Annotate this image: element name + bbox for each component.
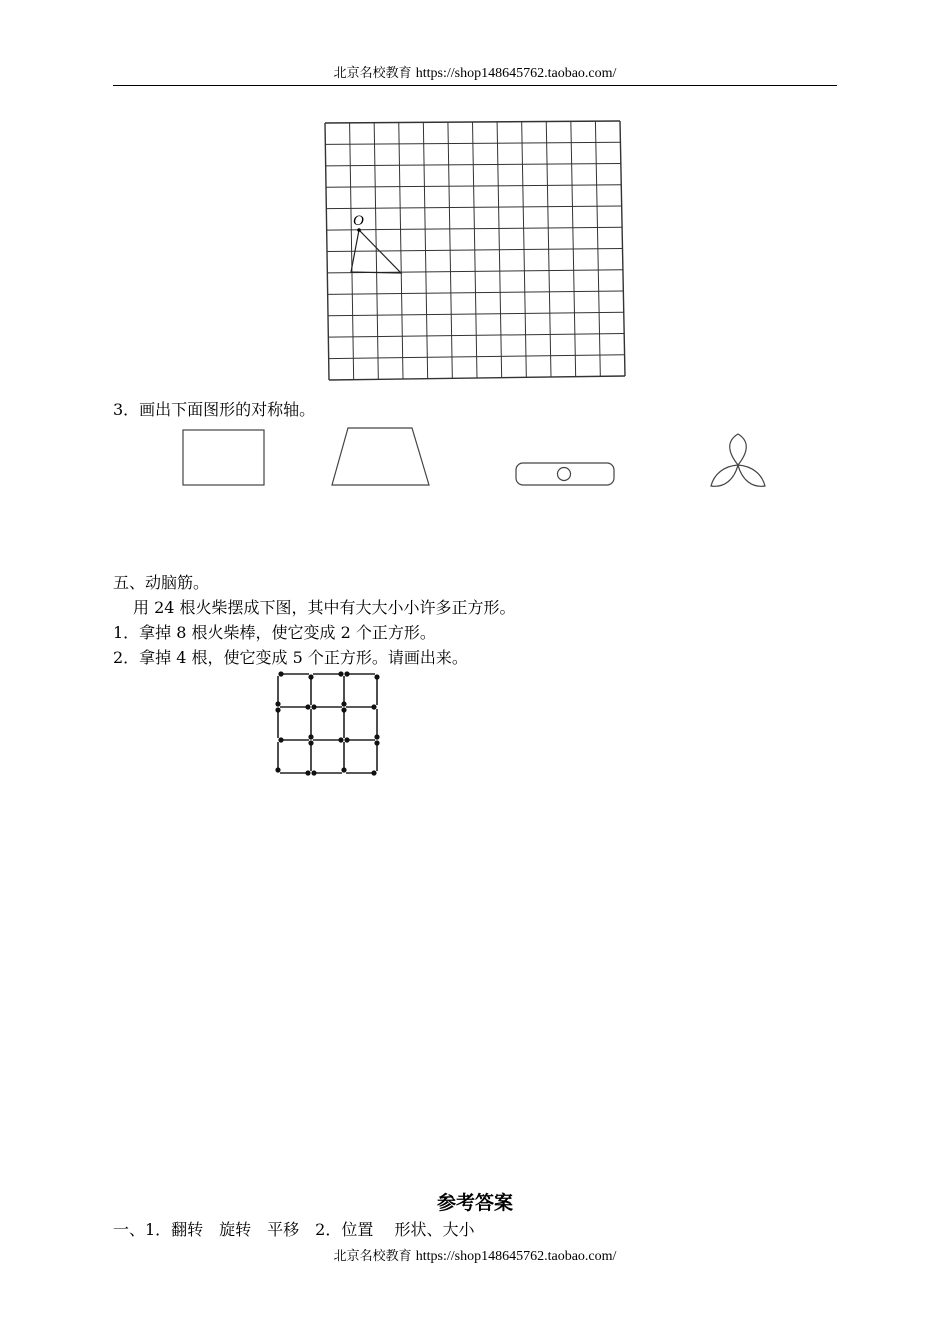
matchsticks [275, 671, 379, 775]
footer-url: https://shop148645762.taobao.com/ [415, 1249, 617, 1264]
shape-rectangle [180, 427, 268, 489]
matchstick-grid [268, 666, 388, 784]
section5-title: 五、动脑筋。 [113, 573, 210, 592]
point-o-label: O [353, 213, 364, 229]
page-footer [0, 1249, 950, 1265]
header-school: 北京名校教育 [333, 66, 412, 81]
grid-figure [320, 118, 630, 384]
grid-lines [325, 121, 625, 380]
shape-trapezoid [328, 420, 434, 490]
header-rule [113, 85, 837, 86]
answers-line1: 一、1．翻转 旋转 平移 2．位置 形状、大小 [113, 1220, 475, 1239]
page-header [0, 66, 950, 82]
q3-prompt: 3．画出下面图形的对称轴。 [113, 400, 316, 419]
shape-rounded-bar [512, 460, 618, 490]
header-url: https://shop148645762.taobao.com/ [415, 66, 617, 81]
section5-intro: 用 24 根火柴摆成下图，其中有大大小小许多正方形。 [133, 598, 516, 617]
section5-item1: 1．拿掉 8 根火柴棒，使它变成 2 个正方形。 [113, 623, 436, 642]
answers-title: 参考答案 [436, 1192, 513, 1214]
shape-three-petal-flower [706, 432, 772, 490]
section5-item2: 2．拿掉 4 根，使它变成 5 个正方形。请画出来。 [113, 648, 468, 667]
footer-school: 北京名校教育 [333, 1249, 412, 1264]
